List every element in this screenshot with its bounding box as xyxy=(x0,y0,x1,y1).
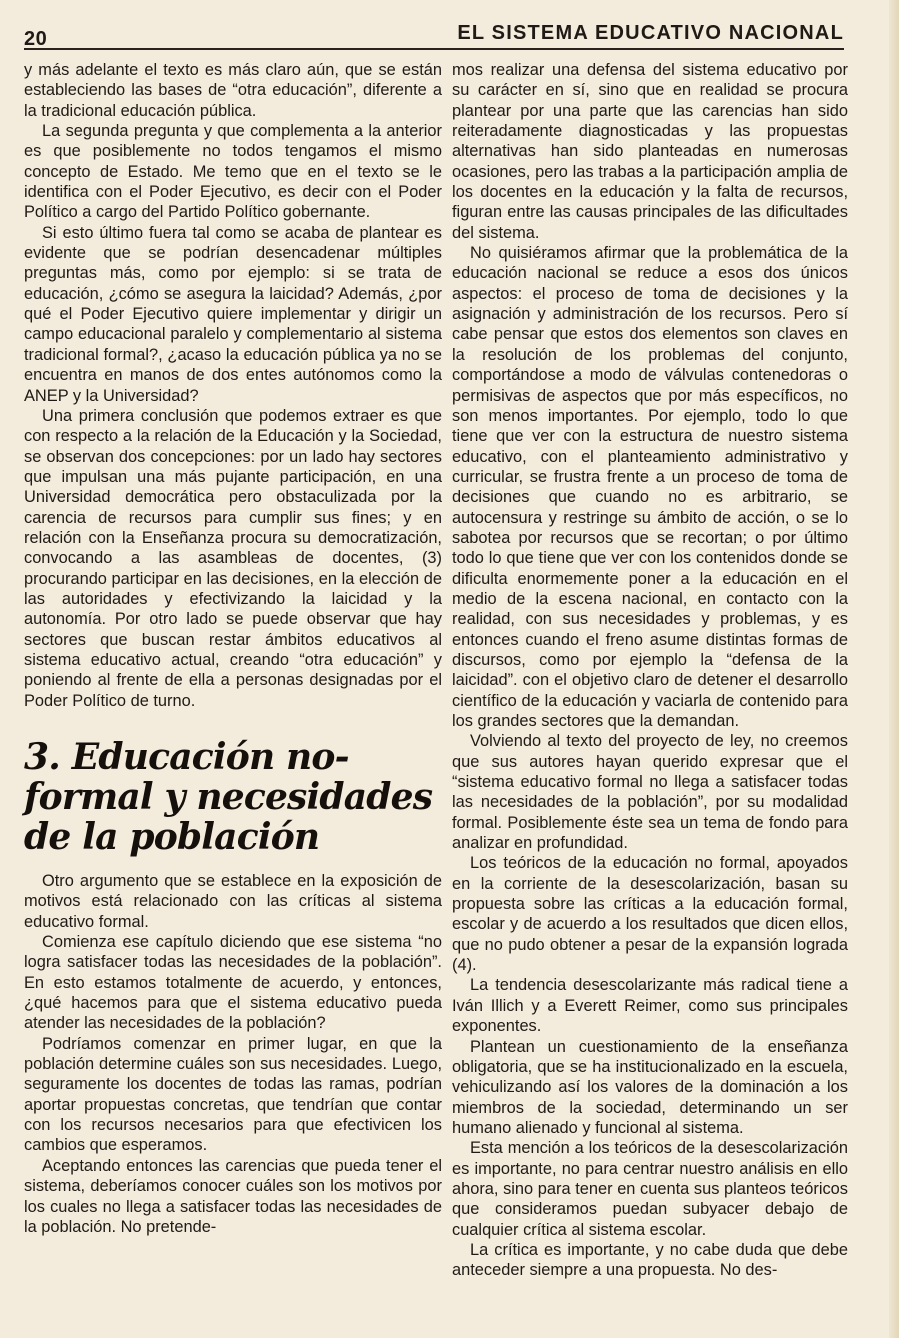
header-rule xyxy=(24,48,844,50)
paragraph: Esta mención a los teóricos de la desescolarización es importante, no para centrar nuestro análisis en ello ahora, sino para tener en cuenta sus planteos teóricos que consideramos puedan subyacer debajo de cualquier crítica al sistema escolar. xyxy=(452,1139,848,1239)
paragraph: Volviendo al texto del proyecto de ley, no creemos que sus autores hayan querido expresar que el “sistema educativo formal no llega a satisfacer todas las necesidades de la población”, por su modalidad formal. Posiblemente éste sea un tema de fondo para analizar en profundidad. xyxy=(452,732,848,853)
page-edge xyxy=(889,0,899,1338)
page-header xyxy=(24,22,844,52)
paragraph: Aceptando entonces las carencias que pueda tener el sistema, deberíamos conocer cuáles son los motivos por los cuales no llega a satisfacer todas las necesidades de la población. No pretende- xyxy=(24,1156,442,1236)
paragraph: Comienza ese capítulo diciendo que ese sistema “no logra satisfacer todas las necesidades de la población”. En esto estamos totalmente de acuerdo, y entonces, ¿qué hacemos para que el sistema educativo pueda atender las necesidades de la población? xyxy=(24,933,442,1033)
page-number: 20 xyxy=(24,28,48,50)
paragraph: Podríamos comenzar en primer lugar, en que la población determine cuáles son sus necesidades. Luego, seguramente los docentes de todas las ramas, podrían aportar propuestas concretas, que tendrían que contar con los recursos necesarios para que efectivicen los cambios que esperamos. xyxy=(24,1034,442,1155)
left-column xyxy=(24,60,442,1237)
paragraph: y más adelante el texto es más claro aún, que se están estableciendo las bases de “otra educación”, diferente a la tradicional educación pública. xyxy=(24,61,442,120)
section-heading: 3. Educación no-formal y necesidades de la población xyxy=(24,736,433,858)
paragraph: La tendencia desescolarizante más radical tiene a Iván Illich y a Everett Reimer, como sus principales exponentes. xyxy=(452,976,848,1036)
paragraph: Plantean un cuestionamiento de la enseñanza obligatoria, que se ha institucionalizado en la escuela, vehiculizando así los valores de la dominación a los miembros de la sociedad, determinando un ser humano alienado y funcional al sistema. xyxy=(452,1037,848,1137)
paragraph: Si esto último fuera tal como se acaba de plantear es evidente que se podrían desencadenar múltiples preguntas más, como por ejemplo: si se trata de educación, ¿cómo se asegura la laicidad? Además, ¿por qué el Poder Ejecutivo quiere implementar y dirigir un campo educacional paralelo y complementario al sistema tradicional formal?, ¿acaso la educación pública ya no se encuentra en manos de dos entes autónomos como la ANEP y la Universidad? xyxy=(24,223,442,405)
paragraph: Una primera conclusión que podemos extraer es que con respecto a la relación de la Educación y la Sociedad, se observan dos concepciones: por un lado hay sectores que impulsan una más pujante participación, en una Universidad democrática pero obstaculizada por la carencia de recursos para cumplir sus fines; y en relación con la Enseñanza procura su democratización, convocando a las asambleas de docentes, (3) procurando participar en las decisiones, en la elección de las autoridades y efectivizando la laicidad y la autonomía. Por otro lado se puede observar que hay sectores que buscan restar ámbitos educativos al sistema educativo actual, creando “otra educación” y poniendo al frente de ella a personas designadas por el Poder Político de turno. xyxy=(24,406,442,710)
paragraph: La segunda pregunta y que complementa a la anterior es que posiblemente no todos tengamos el mismo concepto de Estado. Me temo que en el texto se le identifica con el Poder Ejecutivo, es decir con el Poder Político a cargo del Partido Político gobernante. xyxy=(24,122,442,222)
paragraph: Otro argumento que se establece en la exposición de motivos está relacionado con las críticas al sistema educativo formal. xyxy=(24,872,442,931)
paragraph: La crítica es importante, y no cabe duda que debe anteceder siempre a una propuesta. No des- xyxy=(452,1240,848,1280)
right-column xyxy=(452,60,848,1281)
paragraph: mos realizar una defensa del sistema educativo por su carácter en sí, sino que en realidad se procura plantear por una parte que las carencias han sido reiteradamente diagnosticadas y las propuestas alternativas han sido planteadas en numerosas ocasiones, pero las trabas a la participación amplia de los docentes en la educación y la falta de recursos, figuran entre las causas principales de las dificultades del sistema. xyxy=(452,61,848,242)
paragraph: No quisiéramos afirmar que la problemática de la educación nacional se reduce a esos dos únicos aspectos: el proceso de toma de decisiones y la asignación y administración de los recursos. Pero sí cabe pensar que estos dos elementos son claves en la resolución de los problemas del conjunto, comportándose a modo de válvulas contenedoras o permisivas de aspectos que por más específicos, no son menos importantes. Por ejemplo, todo lo que tiene que ver con la estructura de nuestro sistema educativo, con el planteamiento administrativo y curricular, se frustra frente a un proceso de toma de decisiones que cuando no es arbitrario, se autocensura y restringe su ámbito de acción, o se lo sabotea por recursos que se recortan; o por último todo lo que tiene que ver con los contenidos donde se dificulta enormemente poner a la educación en el medio de la escena nacional, en contacto con la realidad, con sus necesidades y problemas, y es entonces cuando el freno asume distintas formas de discursos, como por ejemplo la “defensa de la laicidad”. con el objetivo claro de detener el desarrollo científico de la educación y vaciarla de contenido para los grandes sectores que la demandan. xyxy=(452,244,848,730)
running-title: EL SISTEMA EDUCATIVO NACIONAL xyxy=(457,22,844,44)
paragraph: Los teóricos de la educación no formal, apoyados en la corriente de la desescolarización, basan su propuesta sobre las críticas a la educación formal, escolar y de acuerdo a los resultados que dicen ellos, que no pudo obtener a pesar de la expansión lograda (4). xyxy=(452,854,848,975)
